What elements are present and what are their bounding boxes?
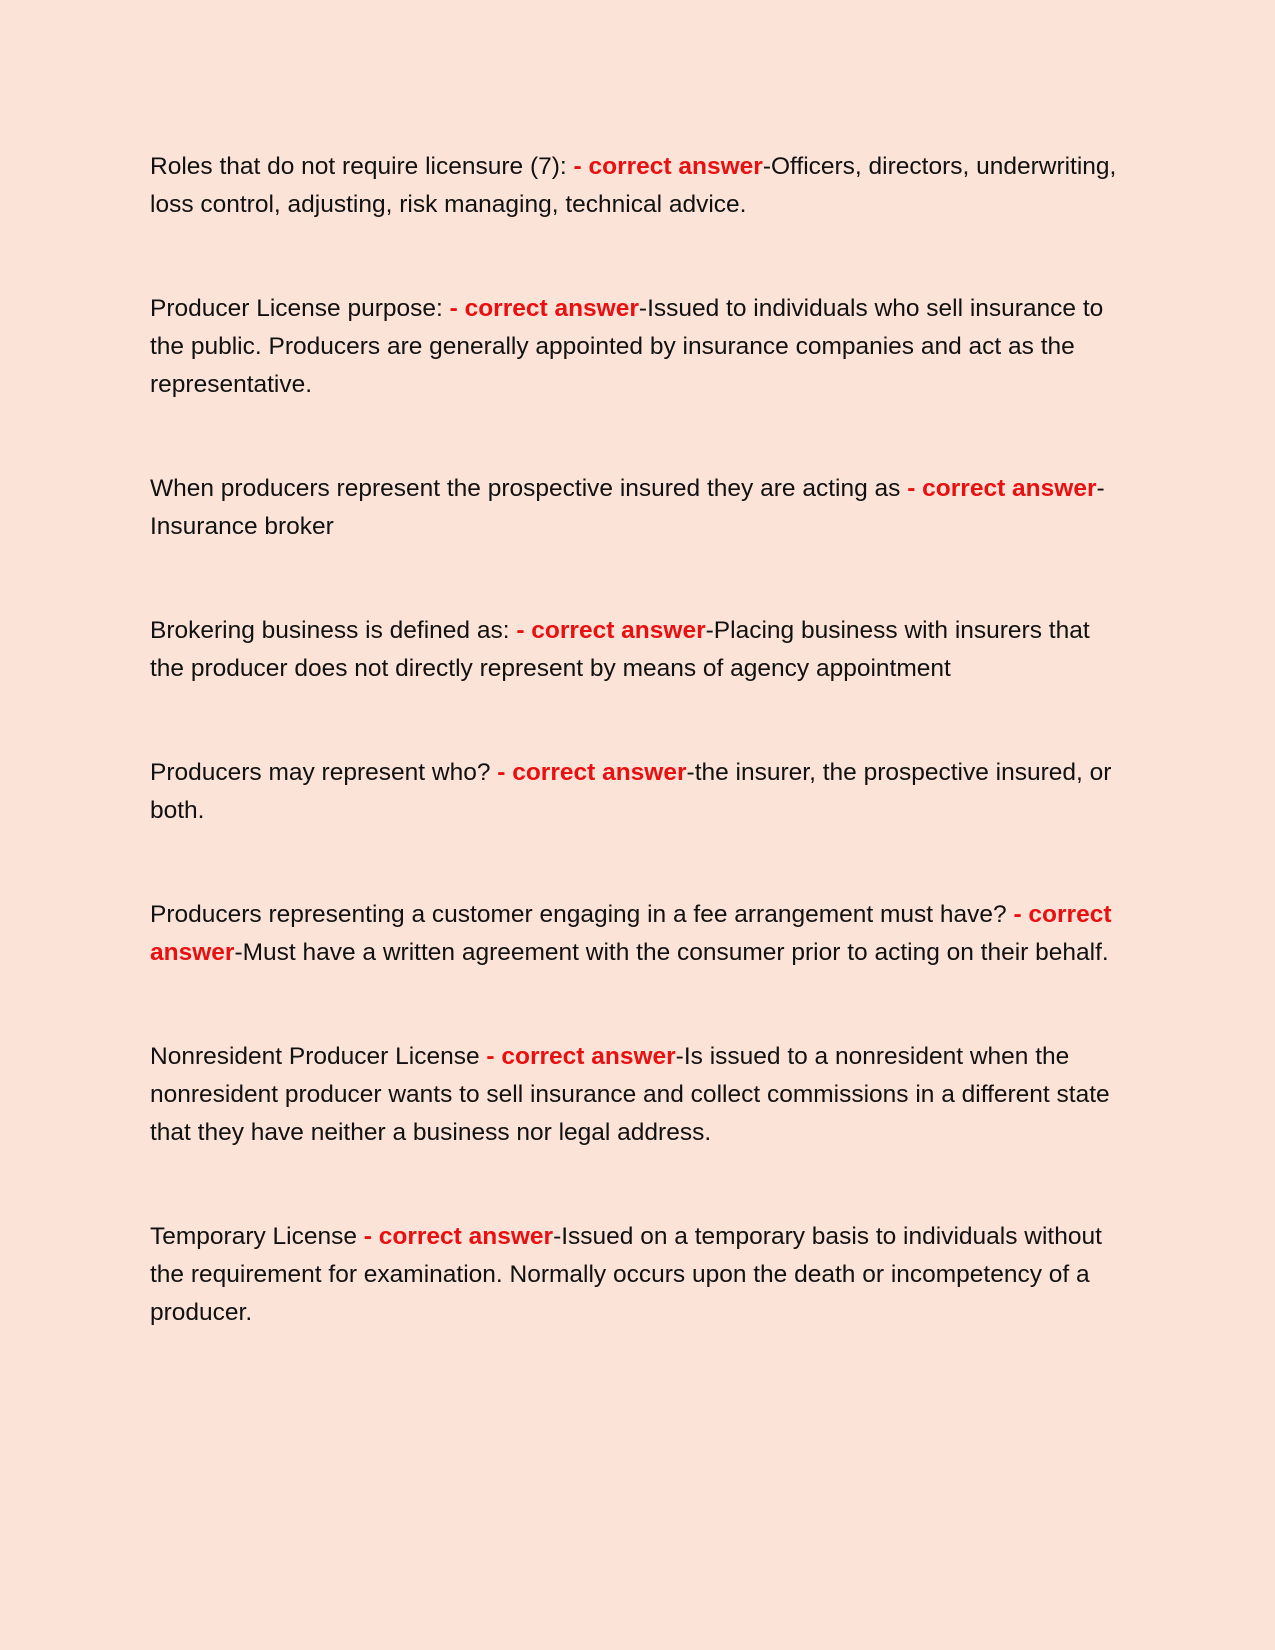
correct-answer-marker: - correct answer <box>497 759 687 786</box>
correct-answer-marker: - correct answer <box>907 475 1097 502</box>
question-text: Producers representing a customer engaging in a fee arrangement must have? <box>150 901 1014 928</box>
qa-item-3 <box>150 470 1130 546</box>
qa-item-4 <box>150 612 1130 688</box>
correct-answer-marker: - correct answer <box>449 295 639 322</box>
correct-answer-marker: - correct answer <box>486 1043 676 1070</box>
answer-text: -Is issued to a nonresident when the nonresident producer wants to sell insurance and collect commissions in a different state that they have neither a business nor legal address. <box>150 1043 1110 1146</box>
question-text: Nonresident Producer License <box>150 1043 487 1070</box>
qa-item-5 <box>150 754 1130 830</box>
answer-text: -Insurance broker <box>150 475 1105 540</box>
answer-text: -Must have a written agreement with the consumer prior to acting on their behalf. <box>234 939 1109 966</box>
question-text: Brokering business is defined as: <box>150 617 517 644</box>
question-text: Producers may represent who? <box>150 759 498 786</box>
correct-answer-marker: - correct answer <box>363 1223 554 1250</box>
qa-item-8 <box>150 1218 1130 1332</box>
answer-text: -Placing business with insurers that the producer does not directly represent by means of agency appointment <box>150 617 1090 682</box>
qa-item-7 <box>150 1038 1130 1152</box>
correct-answer-marker: - correct answer <box>516 617 706 644</box>
qa-item-1 <box>150 148 1130 224</box>
qa-item-6 <box>150 896 1130 972</box>
answer-text: -Issued to individuals who sell insurance to the public. Producers are generally appointed by insurance companies and act as the representative. <box>150 295 1104 398</box>
correct-answer-marker: - correct answer <box>150 901 1112 966</box>
question-text: Temporary License <box>150 1223 364 1250</box>
question-text: Roles that do not require licensure (7): <box>150 153 574 180</box>
question-text: When producers represent the prospective insured they are acting as <box>150 475 908 502</box>
answer-text: -the insurer, the prospective insured, or both. <box>150 759 1112 824</box>
answer-text: -Officers, directors, underwriting, loss control, adjusting, risk managing, technical advice. <box>150 153 1117 218</box>
correct-answer-marker: - correct answer <box>573 153 763 180</box>
answer-text: -Issued on a temporary basis to individuals without the requirement for examination. Normally occurs upon the death or incompetency of a producer. <box>150 1223 1102 1326</box>
document-page <box>150 148 1130 1398</box>
qa-item-2 <box>150 290 1130 404</box>
question-text: Producer License purpose: <box>150 295 450 322</box>
